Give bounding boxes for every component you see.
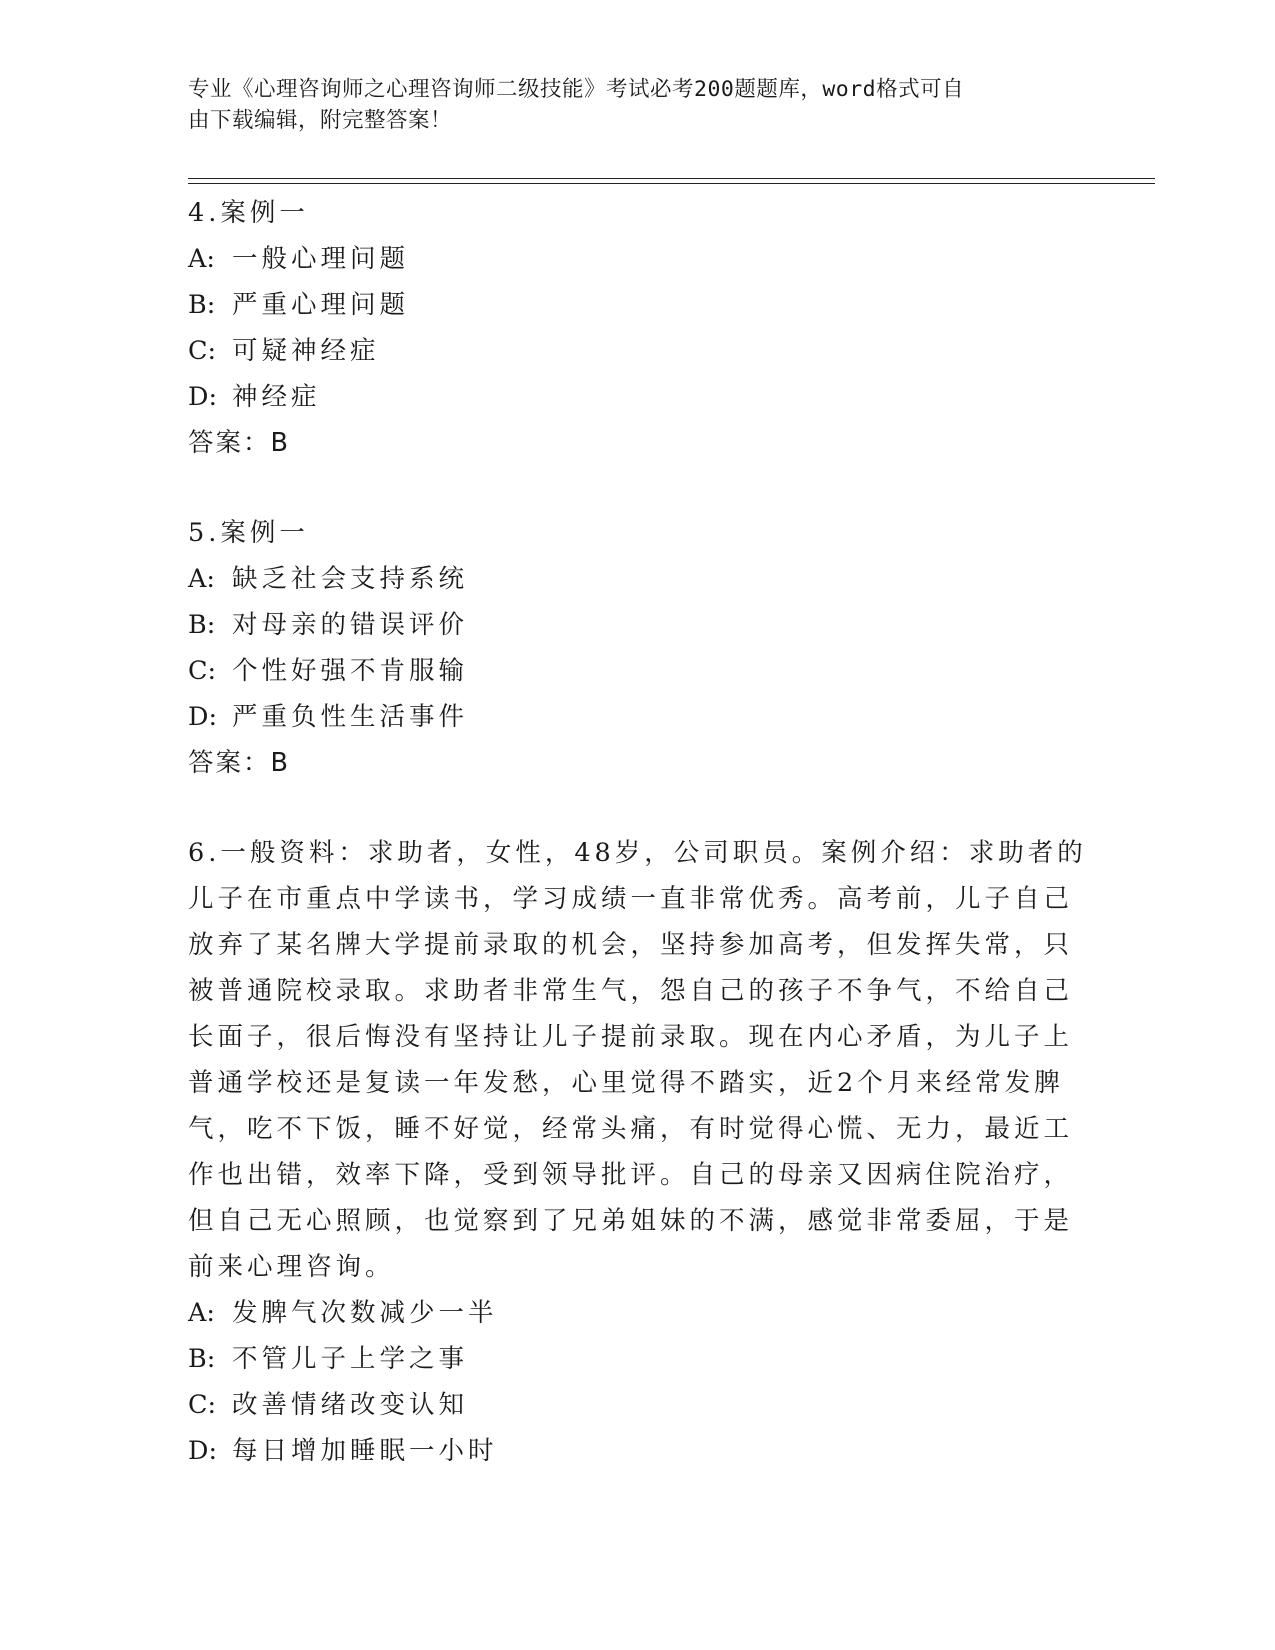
stem-line: 放弃了某名牌大学提前录取的机会，坚持参加高考，但发挥失常，只 [188, 930, 1074, 960]
stem-line: 作也出错，效率下降，受到领导批评。自己的母亲又因病住院治疗， [188, 1160, 1074, 1190]
option-a [188, 556, 1068, 602]
stem-line: 但自己无心照顾，也觉察到了兄弟姐妹的不满，感觉非常委屈，于是 [188, 1206, 1074, 1236]
option-text: 神经症 [232, 382, 321, 412]
option-letter: B: [188, 1344, 216, 1374]
stem-line: 普通学校还是复读一年发愁，心里觉得不踏实，近2个月来经常发脾 [188, 1068, 1064, 1098]
option-text: 个性好强不肯服输 [232, 656, 469, 686]
option-letter: C: [188, 1390, 217, 1420]
question-stem: 4.案例一 [188, 198, 309, 228]
stem-line: 被普通院校录取。求助者非常生气，怨自己的孩子不争气，不给自己 [188, 976, 1074, 1006]
option-letter: C: [188, 656, 217, 686]
option-text: 发脾气次数减少一半 [232, 1298, 498, 1328]
option-letter: A: [188, 244, 216, 274]
question-5 [188, 510, 1068, 786]
option-a [188, 236, 1068, 282]
option-letter: C: [188, 336, 217, 366]
option-text: 可疑神经症 [232, 336, 380, 366]
option-text: 严重心理问题 [232, 290, 410, 320]
option-b [188, 602, 1068, 648]
question-stem: 5.案例一 [188, 518, 309, 548]
stem-line: 6.一般资料：求助者，女性，48岁，公司职员。案例介绍：求助者的 [188, 838, 1087, 868]
option-letter: A: [188, 564, 216, 594]
document-header [188, 74, 1068, 136]
option-letter: B: [188, 610, 216, 640]
option-text: 改善情绪改变认知 [232, 1390, 469, 1420]
option-text: 每日增加睡眠一小时 [232, 1436, 498, 1466]
question-4 [188, 190, 1068, 466]
answer-line: 答案：B [188, 428, 290, 458]
option-text: 一般心理问题 [232, 244, 410, 274]
question-6 [188, 830, 1087, 1474]
option-letter: D: [188, 1436, 218, 1466]
option-a [188, 1290, 1068, 1336]
option-c [188, 648, 1068, 694]
stem-line: 长面子，很后悔没有坚持让儿子提前录取。现在内心矛盾，为儿子上 [188, 1022, 1074, 1052]
header-line-2: 由下载编辑，附完整答案！ [188, 108, 453, 133]
header-divider [188, 178, 1155, 184]
option-letter: D: [188, 382, 218, 412]
answer-line: 答案：B [188, 748, 290, 778]
option-d [188, 1428, 1068, 1474]
option-text: 严重负性生活事件 [232, 702, 469, 732]
option-letter: A: [188, 1298, 216, 1328]
option-letter: B: [188, 290, 216, 320]
option-text: 不管儿子上学之事 [232, 1344, 469, 1374]
stem-line: 儿子在市重点中学读书，学习成绩一直非常优秀。高考前，儿子自己 [188, 884, 1074, 914]
header-line-1: 专业《心理咨询师之心理咨询师二级技能》考试必考200题题库，word格式可自 [188, 77, 965, 102]
option-c [188, 328, 1068, 374]
option-d [188, 694, 1068, 740]
stem-line: 气，吃不下饭，睡不好觉，经常头痛，有时觉得心慌、无力，最近工 [188, 1114, 1074, 1144]
question-stem [188, 830, 1087, 1290]
option-letter: D: [188, 702, 218, 732]
option-d [188, 374, 1068, 420]
stem-line: 前来心理咨询。 [188, 1252, 395, 1282]
option-text: 缺乏社会支持系统 [232, 564, 469, 594]
option-text: 对母亲的错误评价 [232, 610, 469, 640]
question-list [188, 190, 1087, 1518]
option-b [188, 1336, 1068, 1382]
option-c [188, 1382, 1068, 1428]
option-b [188, 282, 1068, 328]
